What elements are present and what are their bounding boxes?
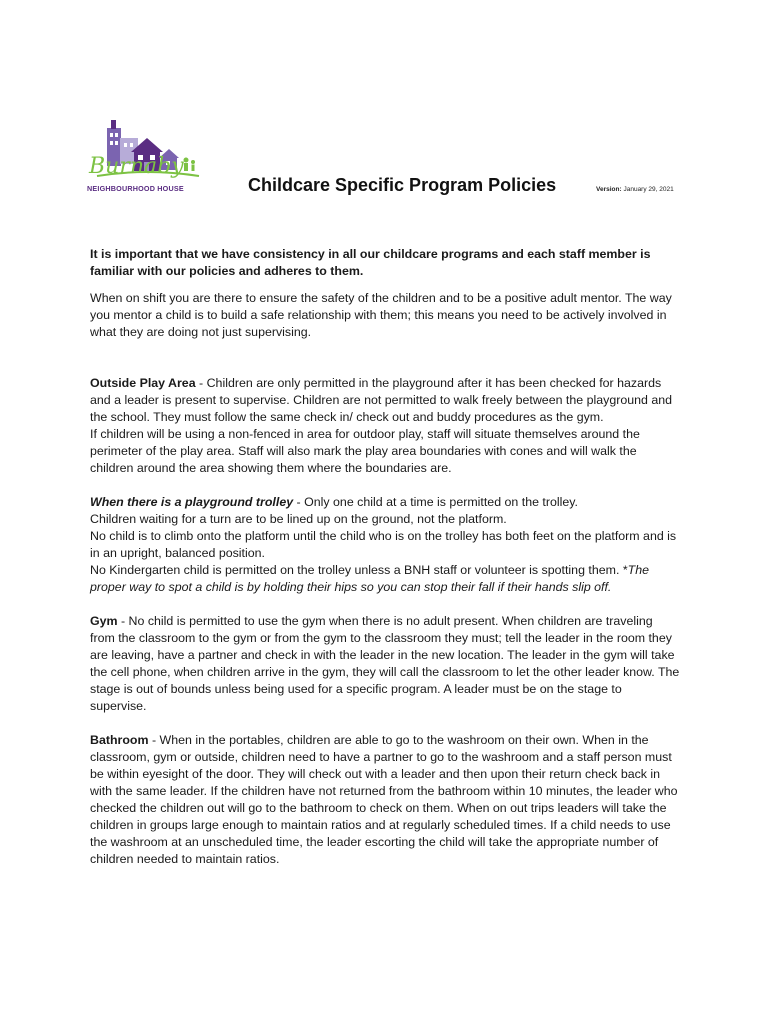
organization-logo	[87, 118, 203, 200]
trolley-line-4-text: No Kindergarten child is permitted on the trolley unless a BNH staff or volunteer is spotting them. *	[90, 563, 628, 577]
trolley-line-2: Children waiting for a turn are to be lined up on the ground, not the platform.	[90, 512, 507, 526]
trolley-line-4	[90, 562, 680, 596]
trolley-line-4-italic: The proper way to spot a child is by holding their hips so you can stop their fall if their hands slip off.	[90, 563, 650, 594]
document-title: Childcare Specific Program Policies	[248, 175, 557, 195]
mentor-paragraph: When on shift you are there to ensure the safety of the children and to be a positive adult mentor. The way you mentor a child is to build a safe relationship with them; this means you need to be actively involved in what they are doing not just supervising.	[90, 291, 672, 339]
intro-paragraph: It is important that we have consistency in all our childcare programs and each staff member is familiar with our policies and adheres to them.	[90, 247, 651, 278]
version-info	[596, 186, 674, 193]
version-label: Version:	[596, 186, 622, 193]
logo-subtitle: NEIGHBOURHOOD HOUSE	[87, 184, 184, 193]
outside-play-heading: Outside Play Area	[90, 376, 196, 390]
trolley-section	[90, 494, 680, 596]
trolley-heading: When there is a playground trolley	[90, 495, 294, 509]
bathroom-text: - When in the portables, children are able to go to the washroom on their own. When in the classroom, gym or outside, children need to have a partner to go to the washroom and a staff person must be within eyesight of the door. They will check out with a leader and then upon their return check back in with the same leader. If the children have not returned from the bathroom within 10 minutes, the leader who checked the children out will go to the bathroom to check on them. When on out trips leaders will take the children in groups large enough to maintain ratios and at regularly scheduled times. If a child needs to use the washroom at an unscheduled time, the leader escorting the child will take the appropriate number of children needed to maintain ratios.	[90, 733, 678, 866]
gym-text: - No child is permitted to use the gym when there is no adult present. When children are traveling from the classroom to the gym or from the gym to the classroom they must; tell the leader in the room they are leaving, have a partner and check in with the leader in the new location. The leader in the gym will take the cell phone, when children arrive in the gym, they will call the classroom to let the other leader know. The stage is out of bounds unless being used for a specific program. A leader must be on the stage to supervise.	[90, 614, 680, 713]
bathroom-heading: Bathroom	[90, 733, 149, 747]
bathroom-section	[90, 732, 680, 868]
outside-play-text-2: If children will be using a non-fenced in area for outdoor play, staff will situate themselves around the perimeter of the play area. Staff will also mark the play area boundaries with cones and will walk the children around the area showing them where the boundaries are.	[90, 427, 640, 475]
trolley-line-3: No child is to climb onto the platform until the child who is on the trolley has both feet on the platform and is in an upright, balanced position.	[90, 529, 677, 560]
gym-heading: Gym	[90, 614, 118, 628]
outside-play-section	[90, 375, 680, 477]
gym-section	[90, 613, 680, 715]
outside-play-text: - Children are only permitted in the playground after it has been checked for hazards and a leader is present to supervise. Children are not permitted to walk freely between the playground and the school. They must follow the same check in/ check out and buddy procedures as the gym.	[90, 376, 673, 424]
logo-script-text: Burnaby	[89, 154, 184, 179]
trolley-line-1: - Only one child at a time is permitted on the trolley.	[293, 495, 578, 509]
version-date: January 29, 2021	[623, 186, 674, 193]
document-body	[90, 246, 680, 885]
